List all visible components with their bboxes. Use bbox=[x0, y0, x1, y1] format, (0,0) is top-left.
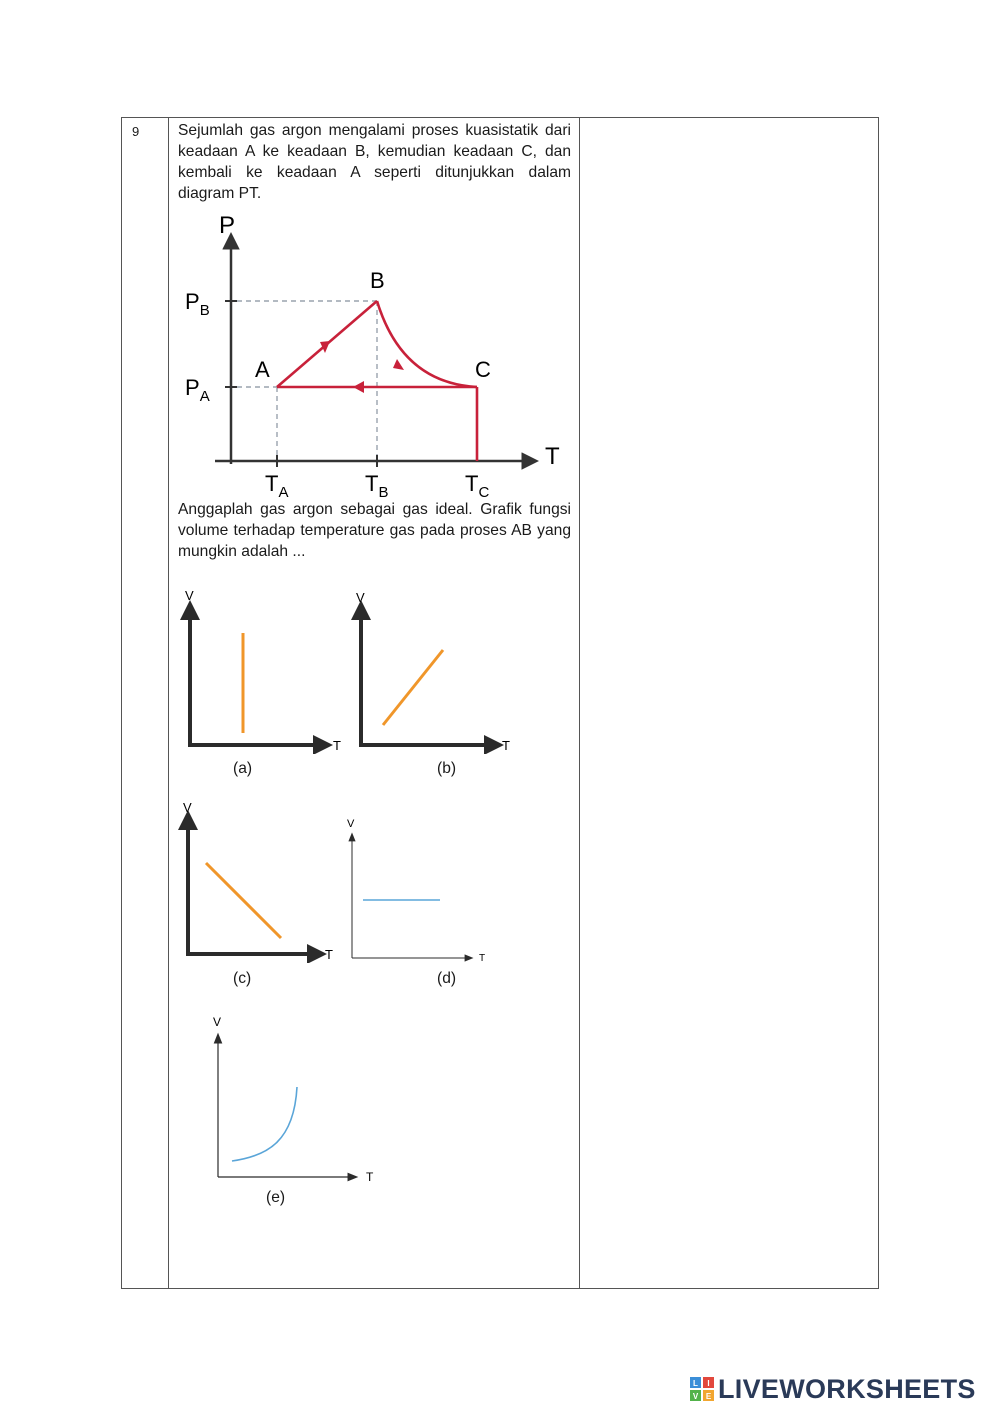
question-number: 9 bbox=[132, 124, 140, 139]
liveworksheets-logo-icon bbox=[690, 1377, 714, 1401]
pt-axis-t-label: T bbox=[545, 443, 560, 470]
option-e-v-label: V bbox=[213, 1015, 222, 1029]
pt-label-pa: $P_A$ bbox=[185, 375, 210, 405]
option-d-label[interactable]: (d) bbox=[437, 970, 457, 987]
svg-text:V: V bbox=[692, 1392, 699, 1401]
option-c-t-label: T bbox=[325, 947, 333, 962]
question-intro: Sejumlah gas argon mengalami proses kuasistatik dari keadaan A ke keadaan B, kemudian keadaan C, dan kembali ke keadaan A seperti ditunjukkan dalam diagram PT. bbox=[178, 122, 571, 202]
option-e-t-label: T bbox=[366, 1170, 374, 1184]
option-a-label[interactable]: (a) bbox=[233, 760, 253, 777]
option-e-label[interactable]: (e) bbox=[266, 1189, 286, 1206]
column-divider bbox=[579, 118, 580, 1288]
pt-label-tc: $T_C$ bbox=[465, 471, 490, 501]
option-b-label[interactable]: (b) bbox=[437, 760, 457, 777]
column-divider bbox=[168, 118, 169, 1288]
liveworksheets-logo[interactable] bbox=[690, 1374, 976, 1404]
option-c-curve bbox=[206, 863, 281, 938]
option-c-graph bbox=[177, 798, 347, 963]
option-c-v-label: V bbox=[183, 800, 192, 815]
option-d-graph bbox=[342, 814, 502, 964]
pt-point-c: C bbox=[475, 357, 491, 382]
pt-diagram bbox=[177, 211, 577, 501]
pt-label-tb: $T_B$ bbox=[365, 471, 389, 501]
option-d-v-label: V bbox=[347, 818, 355, 830]
svg-text:L: L bbox=[693, 1379, 698, 1388]
option-a-graph bbox=[177, 584, 347, 754]
pt-label-pb: $P_B$ bbox=[185, 289, 210, 319]
pt-arrow-bc bbox=[393, 359, 404, 370]
option-b-t-label: T bbox=[502, 738, 510, 753]
option-b-curve bbox=[383, 650, 443, 725]
pt-point-b: B bbox=[370, 268, 385, 293]
pt-label-ta: $T_A$ bbox=[265, 471, 289, 501]
option-a-t-label: T bbox=[333, 738, 341, 753]
question-table bbox=[121, 117, 879, 1289]
option-c-label[interactable]: (c) bbox=[233, 970, 252, 987]
option-b-graph bbox=[348, 584, 528, 754]
pt-process-bc bbox=[377, 301, 477, 387]
svg-text:E: E bbox=[705, 1392, 712, 1401]
option-a-v-label: V bbox=[185, 588, 194, 603]
pt-point-a: A bbox=[255, 357, 270, 382]
question-prompt: Anggaplah gas argon sebagai gas ideal. Grafik fungsi volume terhadap temperature gas pada proses AB yang mungkin adalah ... bbox=[178, 501, 571, 560]
option-d-t-label: T bbox=[479, 953, 486, 964]
option-e-curve bbox=[232, 1087, 297, 1161]
option-e-graph bbox=[208, 1011, 388, 1186]
option-b-v-label: V bbox=[356, 590, 365, 605]
liveworksheets-logo-text: LIVEWORKSHEETS bbox=[718, 1373, 976, 1404]
pt-arrow-ca bbox=[353, 381, 364, 393]
pt-axis-p-label: P bbox=[219, 212, 236, 239]
pt-arrow-ab bbox=[320, 341, 330, 353]
svg-text:I: I bbox=[707, 1379, 710, 1388]
